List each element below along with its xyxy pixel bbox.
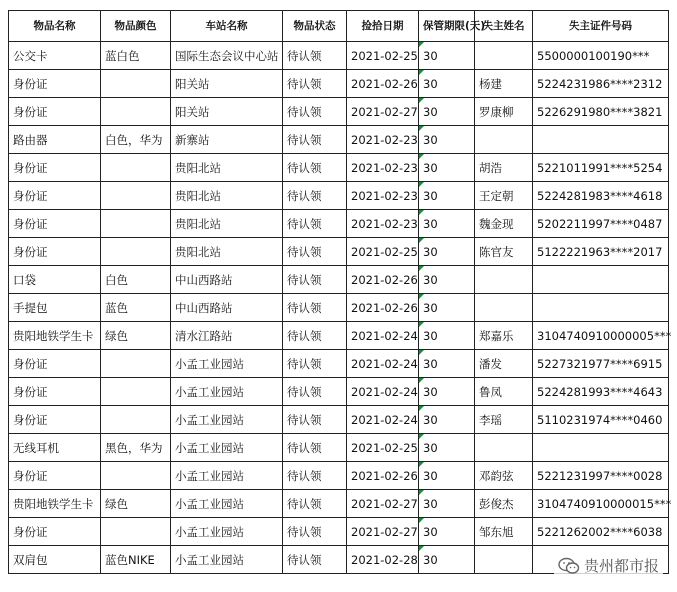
table-row xyxy=(9,406,669,434)
cell-owner-id: 5221262002****6038 xyxy=(533,518,669,546)
cell-status: 待认领 xyxy=(283,42,347,70)
cell-item-name: 身份证 xyxy=(9,182,101,210)
table-row xyxy=(9,434,669,462)
lost-items-sheet xyxy=(8,10,672,574)
cell-status: 待认领 xyxy=(283,546,347,574)
cell-keep-days: 30 xyxy=(419,490,475,518)
cell-keep-days: 30 xyxy=(419,70,475,98)
cell-status: 待认领 xyxy=(283,462,347,490)
cell-keep-days: 30 xyxy=(419,434,475,462)
cell-status: 待认领 xyxy=(283,490,347,518)
cell-owner-name: 魏金现 xyxy=(475,210,533,238)
cell-item-name: 身份证 xyxy=(9,406,101,434)
cell-found-date: 2021-02-25 xyxy=(347,434,419,462)
cell-owner-id xyxy=(533,294,669,322)
cell-owner-id: 5227321977****6915 xyxy=(533,350,669,378)
col-header-owner-name: 失主姓名 xyxy=(475,11,533,42)
cell-owner-name: 彭俊杰 xyxy=(475,490,533,518)
table-row xyxy=(9,518,669,546)
table-row xyxy=(9,266,669,294)
col-header-found-date: 捡拾日期 xyxy=(347,11,419,42)
cell-found-date: 2021-02-25 xyxy=(347,238,419,266)
cell-station: 阳关站 xyxy=(171,70,283,98)
col-header-station: 车站名称 xyxy=(171,11,283,42)
cell-station: 贵阳北站 xyxy=(171,238,283,266)
table-row xyxy=(9,126,669,154)
cell-found-date: 2021-02-27 xyxy=(347,518,419,546)
cell-keep-days: 30 xyxy=(419,378,475,406)
cell-owner-id: 5110231974****0460 xyxy=(533,406,669,434)
cell-item-name: 身份证 xyxy=(9,350,101,378)
cell-item-name: 贵阳地铁学生卡 xyxy=(9,490,101,518)
cell-station: 贵阳北站 xyxy=(171,210,283,238)
cell-owner-name: 李瑶 xyxy=(475,406,533,434)
cell-status: 待认领 xyxy=(283,126,347,154)
cell-owner-name: 陈官友 xyxy=(475,238,533,266)
cell-station: 中山西路站 xyxy=(171,294,283,322)
cell-item-color: 白色，华为 xyxy=(101,126,171,154)
cell-item-name: 口袋 xyxy=(9,266,101,294)
cell-item-color xyxy=(101,406,171,434)
cell-found-date: 2021-02-28 xyxy=(347,546,419,574)
cell-owner-name xyxy=(475,266,533,294)
cell-item-color xyxy=(101,238,171,266)
table-row xyxy=(9,70,669,98)
cell-keep-days: 30 xyxy=(419,182,475,210)
cell-item-color xyxy=(101,462,171,490)
cell-station: 贵阳北站 xyxy=(171,182,283,210)
cell-keep-days: 30 xyxy=(419,294,475,322)
cell-item-color: 蓝白色 xyxy=(101,42,171,70)
cell-owner-name: 王定朝 xyxy=(475,182,533,210)
cell-station: 小孟工业园站 xyxy=(171,518,283,546)
cell-owner-id: 5500000100190*** xyxy=(533,42,669,70)
cell-item-color xyxy=(101,98,171,126)
cell-station: 新寨站 xyxy=(171,126,283,154)
cell-keep-days: 30 xyxy=(419,154,475,182)
cell-station: 小孟工业园站 xyxy=(171,462,283,490)
cell-item-name: 手提包 xyxy=(9,294,101,322)
table-row xyxy=(9,378,669,406)
table-body xyxy=(9,42,672,574)
cell-station: 小孟工业园站 xyxy=(171,350,283,378)
cell-owner-name xyxy=(475,294,533,322)
cell-item-name: 身份证 xyxy=(9,210,101,238)
cell-owner-id: 5122221963****2017 xyxy=(533,238,669,266)
cell-owner-name xyxy=(475,42,533,70)
cell-owner-name: 罗康柳 xyxy=(475,98,533,126)
cell-station: 小孟工业园站 xyxy=(171,434,283,462)
cell-owner-name: 杨建 xyxy=(475,70,533,98)
cell-found-date: 2021-02-26 xyxy=(347,462,419,490)
table-row xyxy=(9,294,669,322)
cell-item-name: 身份证 xyxy=(9,378,101,406)
cell-found-date: 2021-02-26 xyxy=(347,70,419,98)
cell-keep-days: 30 xyxy=(419,546,475,574)
cell-keep-days: 30 xyxy=(419,210,475,238)
cell-found-date: 2021-02-27 xyxy=(347,490,419,518)
cell-found-date: 2021-02-24 xyxy=(347,350,419,378)
cell-station: 小孟工业园站 xyxy=(171,490,283,518)
cell-station: 中山西路站 xyxy=(171,266,283,294)
cell-status: 待认领 xyxy=(283,98,347,126)
cell-found-date: 2021-02-26 xyxy=(347,294,419,322)
cell-item-color xyxy=(101,350,171,378)
cell-keep-days: 30 xyxy=(419,406,475,434)
cell-owner-name xyxy=(475,546,533,574)
cell-found-date: 2021-02-24 xyxy=(347,322,419,350)
cell-owner-id: 5202211997****0487 xyxy=(533,210,669,238)
cell-owner-name: 邓韵弦 xyxy=(475,462,533,490)
cell-item-name: 身份证 xyxy=(9,98,101,126)
cell-owner-id: 5226291980****3821 xyxy=(533,98,669,126)
cell-item-color xyxy=(101,154,171,182)
cell-item-name: 身份证 xyxy=(9,518,101,546)
cell-keep-days: 30 xyxy=(419,238,475,266)
cell-keep-days: 30 xyxy=(419,98,475,126)
cell-item-name: 公交卡 xyxy=(9,42,101,70)
cell-status: 待认领 xyxy=(283,182,347,210)
table-row xyxy=(9,462,669,490)
header-row xyxy=(9,11,669,42)
cell-item-color xyxy=(101,182,171,210)
cell-owner-id: 5224281983****4618 xyxy=(533,182,669,210)
cell-found-date: 2021-02-23 xyxy=(347,126,419,154)
table-row xyxy=(9,182,669,210)
cell-status: 待认领 xyxy=(283,350,347,378)
cell-owner-name xyxy=(475,434,533,462)
cell-found-date: 2021-02-26 xyxy=(347,266,419,294)
cell-status: 待认领 xyxy=(283,322,347,350)
cell-station: 阳关站 xyxy=(171,98,283,126)
cell-found-date: 2021-02-23 xyxy=(347,154,419,182)
cell-station: 小孟工业园站 xyxy=(171,406,283,434)
cell-keep-days: 30 xyxy=(419,322,475,350)
cell-keep-days: 30 xyxy=(419,518,475,546)
col-header-keep-days: 保管期限(天) xyxy=(419,11,475,42)
cell-owner-id xyxy=(533,126,669,154)
cell-item-color xyxy=(101,70,171,98)
cell-item-color: 绿色 xyxy=(101,490,171,518)
table-row xyxy=(9,154,669,182)
cell-item-name: 身份证 xyxy=(9,238,101,266)
cell-status: 待认领 xyxy=(283,406,347,434)
cell-status: 待认领 xyxy=(283,210,347,238)
cell-owner-name xyxy=(475,126,533,154)
table-row xyxy=(9,238,669,266)
cell-status: 待认领 xyxy=(283,378,347,406)
table-row xyxy=(9,210,669,238)
cell-status: 待认领 xyxy=(283,518,347,546)
cell-item-name: 身份证 xyxy=(9,154,101,182)
cell-status: 待认领 xyxy=(283,154,347,182)
cell-owner-name: 胡浩 xyxy=(475,154,533,182)
cell-item-name: 无线耳机 xyxy=(9,434,101,462)
cell-item-name: 路由器 xyxy=(9,126,101,154)
cell-item-name: 贵阳地铁学生卡 xyxy=(9,322,101,350)
cell-station: 国际生态会议中心站 xyxy=(171,42,283,70)
cell-found-date: 2021-02-25 xyxy=(347,42,419,70)
cell-status: 待认领 xyxy=(283,294,347,322)
watermark-text: 贵州都市报 xyxy=(583,557,659,575)
cell-station: 清水江路站 xyxy=(171,322,283,350)
cell-owner-name: 邹东旭 xyxy=(475,518,533,546)
cell-item-color xyxy=(101,210,171,238)
cell-keep-days: 30 xyxy=(419,266,475,294)
cell-found-date: 2021-02-24 xyxy=(347,406,419,434)
publisher-watermark xyxy=(554,553,663,578)
cell-item-name: 身份证 xyxy=(9,462,101,490)
cell-found-date: 2021-02-27 xyxy=(347,98,419,126)
cell-station: 小孟工业园站 xyxy=(171,546,283,574)
cell-owner-id: 5221011991****5254 xyxy=(533,154,669,182)
cell-station: 贵阳北站 xyxy=(171,154,283,182)
col-header-owner-id: 失主证件号码 xyxy=(533,11,669,42)
table-row xyxy=(9,98,669,126)
cell-keep-days: 30 xyxy=(419,42,475,70)
cell-status: 待认领 xyxy=(283,70,347,98)
table-row xyxy=(9,490,669,518)
table-row xyxy=(9,350,669,378)
cell-found-date: 2021-02-23 xyxy=(347,210,419,238)
cell-item-color xyxy=(101,518,171,546)
cell-owner-id: 5221231997****0028 xyxy=(533,462,669,490)
cell-status: 待认领 xyxy=(283,238,347,266)
cell-owner-id: 5224281993****4643 xyxy=(533,378,669,406)
cell-keep-days: 30 xyxy=(419,350,475,378)
cell-owner-id xyxy=(533,266,669,294)
lost-items-table xyxy=(8,10,672,574)
cell-item-name: 双肩包 xyxy=(9,546,101,574)
col-header-status: 物品状态 xyxy=(283,11,347,42)
cell-owner-id: 3104740910000005*** xyxy=(533,322,669,350)
cell-owner-name: 潘发 xyxy=(475,350,533,378)
cell-owner-id: 3104740910000015*** xyxy=(533,490,669,518)
cell-item-name: 身份证 xyxy=(9,70,101,98)
cell-station: 小孟工业园站 xyxy=(171,378,283,406)
cell-keep-days: 30 xyxy=(419,462,475,490)
cell-found-date: 2021-02-23 xyxy=(347,182,419,210)
cell-found-date: 2021-02-24 xyxy=(347,378,419,406)
table-row xyxy=(9,322,669,350)
cell-item-color: 蓝色NIKE xyxy=(101,546,171,574)
cell-owner-name: 鲁凤 xyxy=(475,378,533,406)
cell-status: 待认领 xyxy=(283,266,347,294)
table-row xyxy=(9,42,669,70)
cell-owner-name: 郑嘉乐 xyxy=(475,322,533,350)
col-header-item-name: 物品名称 xyxy=(9,11,101,42)
cell-keep-days: 30 xyxy=(419,126,475,154)
cell-item-color xyxy=(101,378,171,406)
cell-item-color: 黑色，华为 xyxy=(101,434,171,462)
cell-item-color: 蓝色 xyxy=(101,294,171,322)
cell-item-color: 白色 xyxy=(101,266,171,294)
cell-owner-id xyxy=(533,434,669,462)
cell-owner-id: 5224231986****2312 xyxy=(533,70,669,98)
cell-item-color: 绿色 xyxy=(101,322,171,350)
cell-status: 待认领 xyxy=(283,434,347,462)
col-header-item-color: 物品颜色 xyxy=(101,11,171,42)
wechat-icon xyxy=(558,557,580,575)
